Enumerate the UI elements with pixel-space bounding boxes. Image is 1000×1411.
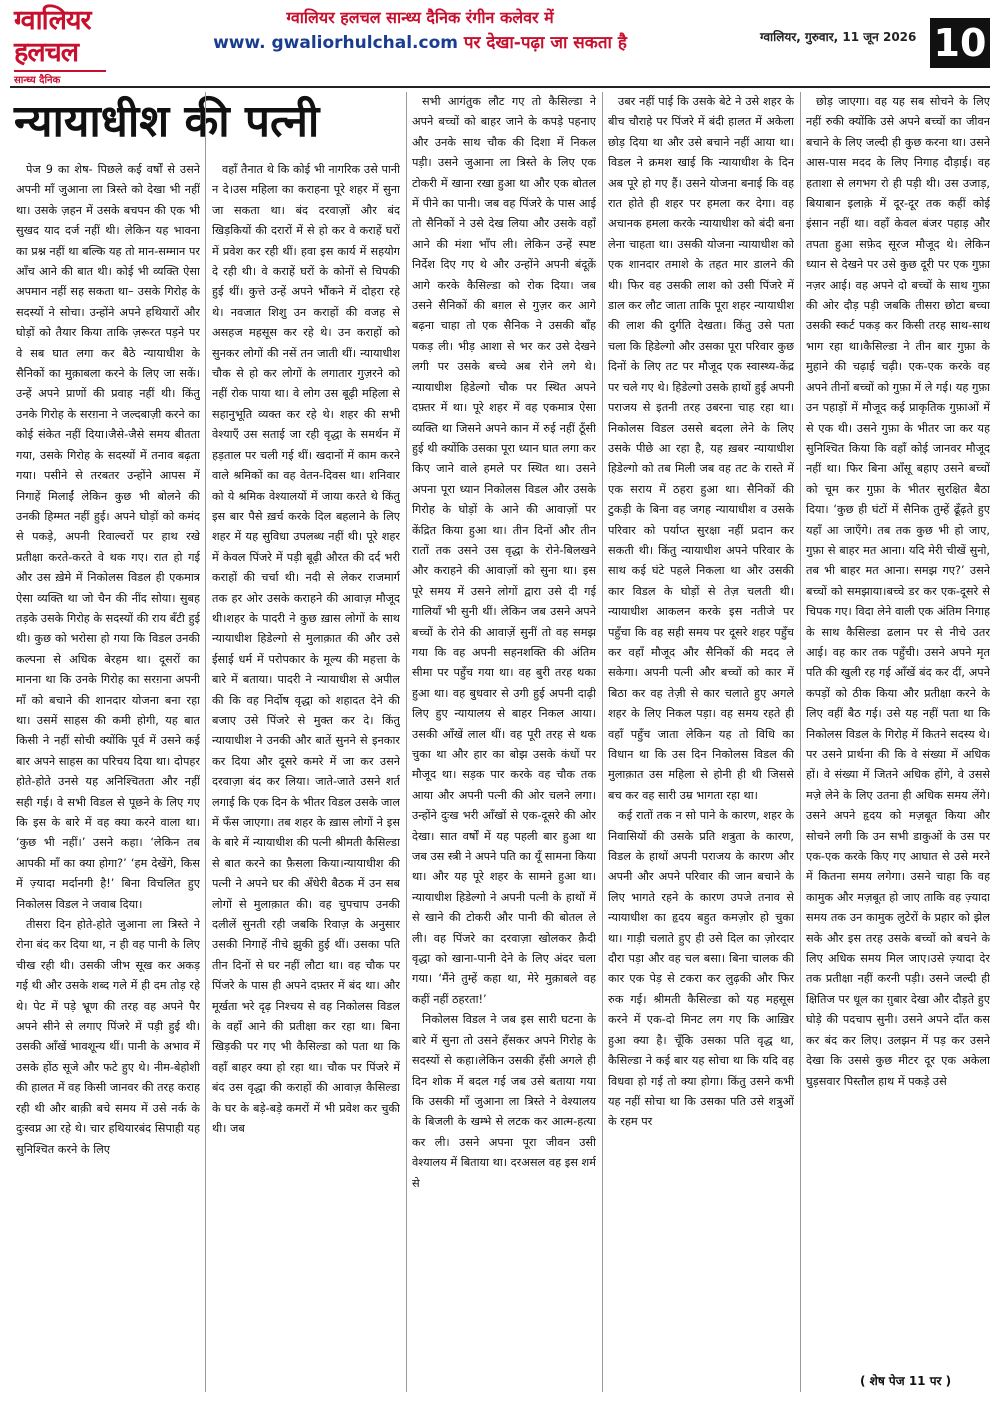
- tagline-line-2: [160, 32, 680, 54]
- tagline-line-1: ग्वालियर हलचल सान्ध्य दैनिक रंगीन कलेवर में: [286, 8, 554, 27]
- column-divider: [205, 92, 206, 1392]
- article-title: न्यायाधीश की पत्नी: [14, 96, 320, 147]
- masthead-tagline: [160, 8, 680, 54]
- paragraph: सभी आगंतुक लौट गए तो कैसिल्डा ने अपने बच्चों को बाहर जाने के कपड़े पहनाए और उनके साथ चौक की दिशा में निकल पड़ी। उसने जुआना ला त्रिस्ते के लिए एक टोकरी में खाना रखा हुआ था और एक बोतल में पीने का पानी। जब वह पिंजरे के पास आई तो सैनिकों ने उसे देख लिया और उसके वहाँ आने की मंशा भाँप ली। लेकिन उन्हें स्पष्ट निर्देश दिए गए थे और उन्होंने अपनी बंदूक़ें आगे करके कैसिल्डा को रोक दिया। जब उसने सैनिकों की बग़ल से गुज़र कर आगे बढ़ना चाहा तो एक सैनिक ने उसकी बाँह पकड़ ली। भीड़ आशा से भर कर उसे देखने लगी पर उसके बच्चे अब रोने लगे थे।न्यायाधीश हिडेल्गो चौक पर स्थित अपने दफ़्तर में था। पूरे शहर में वह एकमात्र ऐसा व्यक्ति था जिसने अपने कान में रुई नहीं ठूँसी हुई थी क्योंकि उसका पूरा ध्यान घात लगा कर किए जाने वाले हमले पर स्थित था। उसने अपना पूरा ध्यान निकोलस विडल और उसके गिरोह के घोड़ों के आने की आवाज़ों पर केंद्रित किया हुआ था। तीन दिनों और तीन रातों तक उसने उस वृद्धा के रोने-बिलखने और कराहने की आवाज़ों को सुना था। इस पूरे समय में उसने लोगों द्वारा उसे दी गई गालियाँ भी सुनी थीं। लेकिन जब उसने अपने बच्चों के रोने की आवाज़ें सुनीं तो वह समझ गया कि वह अपनी सहनशक्ति की अंतिम सीमा पर पहुँच गया था। वह बुरी तरह थका हुआ था। वह बुधवार से उगी हुई अपनी दाढ़ी लिए हुए न्यायालय से बाहर निकल आया। उसकी आँखें लाल थीं। वह पूरी तरह से थक चुका था और हार का बोझ उसके कंधों पर मौजूद था। सड़क पार करके वह चौक तक आया और अपनी पत्नी की ओर चलने लगा। उन्होंने दुःख भरी आँखों से एक-दूसरे की ओर देखा। सात वर्षों में यह पहली बार हुआ था जब उस स्त्री ने अपने पति का यूँ सामना किया था। और यह पूरे शहर के सामने हुआ था। न्यायाधीश हिडेल्गो ने अपनी पत्नी के हाथों में से खाने की टोकरी और पानी की बोतल ले ली। वह पिंजरे का दरवाज़ा खोलकर क़ैदी वृद्धा को खाना-पानी देने के लिए अंदर चला गया। ‘मैंने तुम्हें कहा था, मेरे मुक़ाबले वह कहीं नहीं ठहरता!’: [412, 95, 596, 1006]
- newspaper-logo[interactable]: [14, 5, 124, 86]
- column-divider: [602, 92, 603, 1392]
- paragraph: तीसरा दिन होते-होते जुआना ला त्रिस्ते ने रोना बंद कर दिया था, न ही वह पानी के लिए चीख रही थी। उसकी जीभ सूख कर अकड़ गई थी और उसके शब्द गले में ही दम तोड़ रहे थे। पेट में पड़े भ्रूण की तरह वह अपने पैर अपने सीने से लगाए पिंजरे में पड़ी हुई थी। उसकी आँखें भावशून्य थीं। पानी के अभाव में उसके होंठ सूजे और फटे हुए थे। नीम-बेहोशी की हालत में वह किसी जानवर की तरह कराह रही थी और बाक़ी बचे समय में उसे नर्क के दुःस्वप्न आ रहे थे। चार हथियारबंद सिपाही यह सुनिश्चित करने के लिए: [16, 918, 200, 1156]
- column-divider: [800, 92, 801, 1392]
- logo-line-3: सान्ध्य दैनिक: [14, 70, 106, 86]
- header-divider: [10, 86, 990, 88]
- article-column-2: [212, 160, 400, 1390]
- paragraph: पेज 9 का शेष- पिछले कई वर्षों से उसने अपनी माँ जुआना ला त्रिस्ते को देखा भी नहीं था। उसके ज़हन में उसके बचपन की एक भी सुखद याद दर्ज नहीं थी। लेकिन यह भावना का प्रश्न नहीं था बल्कि यह तो मान-सम्मान पर आँच आने की बात थी। कोई भी व्यक्ति ऐसा अपमान नहीं सह सकता था– उसके गिरोह के सदस्यों ने सोचा। उन्होंने अपने हथियारों और घोड़ों को तैयार किया ताकि ज़रूरत पड़ने पर वे सब घात लगा कर बैठे न्यायाधीश के सैनिकों का मुक़ाबला करने के लिए जा सकें। उन्हें अपने प्राणों की प्रवाह नहीं थी। किंतु उनके गिरोह के सरग़ना ने जल्दबाज़ी करने का कोई संकेत नहीं दिया।जैसे-जैसे समय बीतता गया, उसके गिरोह के सदस्यों में तनाव बढ़ता गया। पसीने से तरबतर उन्होंने आपस में निगाहें मिलाईं लेकिन कुछ भी बोलने की उनकी हिम्मत नहीं हुई। अपने घोड़ों को कमंद से पकड़े, अपनी रिवाल्वरों पर हाथ रखे प्रतीक्षा करते-करते वे थक गए। रात हो गई और उस ख़ेमे में निकोलस विडल ही एकमात्र ऐसा व्यक्ति था जो चैन की नींद सोया। सुबह तड़के उसके गिरोह के सदस्यों की राय बँटी हुई थी। कुछ को भरोसा हो गया कि विडल उनकी कल्पना से अधिक बेरहम था। दूसरों का मानना था कि उनके गिरोह का सरग़ना अपनी माँ को बचाने की शानदार योजना बना रहा था। उसमें साहस की कमी होगी, यह बात किसी ने नहीं सोची क्योंकि पूर्व में उसने कई बार अपने साहस का परिचय दिया था। दोपहर होते-होते उनसे यह अनिश्चितता और नहीं सही गई। वे सभी विडल से पूछने के लिए गए कि इस के बारे में वह क्या करने वाला था। ‘कुछ भी नहीं।’ उसने कहा। ‘लेकिन तब आपकी माँ का क्या होगा?’ ‘हम देखेंगे, किस में ज़्यादा मर्दानगी है!’ बिना विचलित हुए निकोलस विडल ने जवाब दिया।: [16, 163, 200, 911]
- logo-line-2: हलचल: [14, 37, 79, 68]
- continued-note: ( शेष पेज 11 पर ): [860, 1374, 952, 1388]
- paragraph: छोड़ जाएगा। वह यह सब सोचने के लिए नहीं रुकी क्योंकि उसे अपने बच्चों का जीवन बचाने के लिए जल्दी ही कुछ करना था। उसने आस-पास मदद के लिए निगाह दौड़ाई। वह हताशा से लगभग रो ही पड़ी थी। उस उजाड़, बियाबान इलाक़े में दूर-दूर तक कहीं कोई इंसान नहीं था। वहाँ केवल बंजर पहाड़ और तपता हुआ सफ़ेद सूरज मौजूद थे। लेकिन ध्यान से देखने पर उसे कुछ दूरी पर एक गुफ़ा नज़र आई। वह अपने दो बच्चों के साथ गुफ़ा की ओर दौड़ पड़ी जबकि तीसरा छोटा बच्चा उसकी स्कर्ट पकड़ कर किसी तरह साथ-साथ भाग रहा था।कैसिल्डा ने तीन बार गुफ़ा के मुहाने की चढ़ाई चढ़ी। एक-एक करके वह अपने तीनों बच्चों को गुफ़ा में ले गई। यह गुफ़ा उन पहाड़ों में मौजूद कई प्राकृतिक गुफ़ाओं में से एक थी। उसने गुफ़ा के भीतर जा कर यह सुनिश्चित किया कि वहाँ कोई जानवर मौजूद नहीं था। फिर बिना आँसू बहाए उसने बच्चों को चूम कर गुफ़ा के भीतर सुरक्षित बैठा दिया। ‘कुछ ही घंटों में सैनिक तुम्हें ढूँढ़ते हुए यहाँ आ जाएँगे। तब तक कुछ भी हो जाए, गुफ़ा से बाहर मत आना। यदि मेरी चीखें सुनो, तब भी बाहर मत आना। समझ गए?’ उसने बच्चों को समझाया।बच्चे डर कर एक-दूसरे से चिपक गए। विदा लेने वाली एक अंतिम निगाह के साथ कैसिल्डा ढलान पर से नीचे उतर आई। वह कार तक पहुँची। उसने अपने मृत पति की खुली रह गई आँखें बंद कर दीं, अपने कपड़ों को ठीक किया और प्रतीक्षा करने के लिए वहीं बैठ गई। उसे यह नहीं पता था कि निकोलस विडल के गिरोह में कितने सदस्य थे। पर उसने प्रार्थना की कि वे संख्या में अधिक हों। वे संख्या में जितने अधिक होंगे, वे उससे मज़े लेने के लिए उतना ही अधिक समय लेंगे। उसने अपने हृदय को मज़बूत किया और सोचने लगी कि उन सभी डाकुओं के उस पर एक-एक करके किए गए आघात से उसे मरने में कितना समय लगेगा। उसने चाहा कि वह कामुक और मज़बूत हो जाए ताकि वह ज़्यादा समय तक उन कामुक लुटेरों के प्रहार को झेल सके और इस तरह उसके बच्चों को बचने के लिए अधिक समय मिल जाए।उसे ज़्यादा देर तक प्रतीक्षा नहीं करनी पड़ी। उसने जल्दी ही क्षितिज पर धूल का ग़ुबार देखा और दौड़ते हुए घोड़े की पदचाप सुनी। उसने अपने दाँत कस कर बंद कर लिए। उलझन में पड़ कर उसने देखा कि उससे कुछ मीटर दूर एक अकेला घुड़सवार पिस्तौल हाथ में पकड़े उसे: [806, 95, 990, 1088]
- website-link[interactable]: www. gwaliorhulchal.com: [213, 33, 458, 53]
- logo-line-1: ग्वालियर: [14, 5, 91, 36]
- page-number: 10: [930, 18, 990, 68]
- article-column-3: [412, 92, 596, 1392]
- paragraph: कई रातों तक न सो पाने के कारण, शहर के निवासियों की उसके प्रति शत्रुता के कारण, विडल के हाथों अपनी पराजय के कारण और अपनी और अपने परिवार की जान बचाने के लिए भागते रहने के कारण उपजे तनाव से न्यायाधीश का हृदय बहुत कमज़ोर हो चुका था। गाड़ी चलाते हुए ही उसे दिल का ज़ोरदार दौरा पड़ा और वह चल बसा। बिना चालक की कार एक पेड़ से टकरा कर लुढ़की और फिर रुक गई। श्रीमती कैसिल्डा को यह महसूस करने में एक-दो मिनट लग गए कि आख़िर हुआ क्या है। चूँकि उसका पति वृद्ध था, कैसिल्डा ने कई बार यह सोचा था कि यदि वह विधवा हो गई तो क्या होगा। किंतु उसने कभी यह नहीं सोचा था कि उसका पति उसे शत्रुओं के रहम पर: [608, 809, 794, 1129]
- article-column-5: [806, 92, 990, 1362]
- tagline-rest: पर देखा-पढ़ा जा सकता है: [463, 33, 627, 53]
- paragraph: निकोलस विडल ने जब इस सारी घटना के बारे में सुना तो उसने हँसकर अपने गिरोह के सदस्यों से कहा।लेकिन उसकी हँसी अगले ही दिन शोक में बदल गई जब उसे बताया गया कि उसकी माँ जुआना ला त्रिस्ते ने वेश्यालय के बिजली के खम्भे से लटक कर आत्म-हत्या कर ली। उसने अपना पूरा जीवन उसी वेश्यालय में बिताया था। दरअसल वह इस शर्म से: [412, 1013, 596, 1190]
- paragraph: वहाँ तैनात थे कि कोई भी नागरिक उसे पानी न दे।उस महिला का कराहना पूरे शहर में सुना जा सकता था। बंद दरवाज़ों और बंद खिड़कियों की दरारों में से हो कर वे कराहें घरों में प्रवेश कर रही थीं। हवा इस कार्य में सहयोग दे रही थी। वे कराहें घरों के कोनों से चिपकी हुई थीं। कुत्ते उन्हें अपने भौंकने में दोहरा रहे थे। नवजात शिशु उन कराहों की वजह से असहज महसूस कर रहे थे। उन कराहों को सुनकर लोगों की नसें तन जाती थीं। न्यायाधीश चौक से हो कर लोगों के लगातार गुज़रने को नहीं रोक पाया था। वे लोग उस बूढ़ी महिला से सहानुभूति व्यक्त कर रहे थे। शहर की सभी वेश्याएँ उस सताई जा रही वृद्धा के समर्थन में हड़ताल पर चली गई थीं। खदानों में काम करने वाले श्रमिकों का वह वेतन-दिवस था। शनिवार को ये श्रमिक वेश्यालयों में जाया करते थे किंतु इस बार पैसे ख़र्च करके दिल बहलाने के लिए शहर में यह सुविधा उपलब्ध नहीं थी। पूरे शहर में केवल पिंजरे में पड़ी बूढ़ी औरत की दर्द भरी कराहों की चर्चा थी। नदी से लेकर राजमार्ग तक हर ओर उसके कराहने की आवाज़ मौजूद थी।शहर के पादरी ने कुछ ख़ास लोगों के साथ न्यायाधीश हिडेल्गो से मुलाक़ात की और उसे ईसाई धर्म में परोपकार के मूल्य की महत्ता के बारे में बताया। पादरी ने न्यायाधीश से अपील की कि वह निर्दोष वृद्धा को शहादत देने की बजाए उसे पिंजरे से मुक्त कर दे। किंतु न्यायाधीश ने उनकी और बातें सुनने से इनकार कर दिया और दूसरे कमरे में जा कर उसने दरवाज़ा बंद कर लिया। जाते-जाते उसने शर्त लगाई कि एक दिन के भीतर विडल उसके जाल में फँस जाएगा। तब शहर के ख़ास लोगों ने इस के बारे में न्यायाधीश की पत्नी श्रीमती कैसिल्डा से बात करने का फ़ैसला किया।न्यायाधीश की पत्नी ने अपने घर की अँधेरी बैठक में उन सब लोगों से मुलाक़ात की। वह चुपचाप उनकी दलीलें सुनती रही जबकि रिवाज़ के अनुसार उसकी निगाहें नीचे झुकी हुई थीं। उसका पति तीन दिनों से घर नहीं लौटा था। वह चौक पर पिंजरे के पास ही अपने दफ़्तर में बंद था। और मूर्खता भरे दृढ़ निश्चय से वह निकोलस विडल के वहाँ आने की प्रतीक्षा कर रहा था। बिना खिड़की पर गए भी कैसिल्डा को पता था कि वहाँ बाहर क्या हो रहा था। चौक पर पिंजरे में बंद उस वृद्धा की कराहों की आवाज़ कैसिल्डा के घर के बड़े-बड़े कमरों में भी प्रवेश कर चुकी थी। जब: [212, 163, 400, 1136]
- article-column-4: [608, 92, 794, 1392]
- column-divider: [406, 92, 407, 1392]
- article-column-1: [16, 160, 200, 1390]
- dateline: ग्वालियर, गुरुवार, 11 जून 2026: [760, 30, 917, 44]
- paragraph: उबर नहीं पाई कि उसके बेटे ने उसे शहर के बीच चौराहे पर पिंजरे में बंदी हालत में अकेला छोड़ दिया था और उसे बचाने नहीं आया था।विडल ने क्रमश खाई कि न्यायाधीश के दिन अब पूरे हो गए हैं। उसने योजना बनाई कि वह रात होते ही शहर पर हमला कर देगा। वह अचानक हमला करके न्यायाधीश को बंदी बना लेना चाहता था। उसकी योजना न्यायाधीश को एक शानदार तमाशे के तहत मार डालने की थी। फिर वह उसकी लाश को उसी पिंजरे में डाल कर लौट जाता ताकि पूरा शहर न्यायाधीश की लाश की दुर्गति देखता। किंतु उसे पता चला कि हिडेल्गो और उसका पूरा परिवार कुछ दिनों के लिए तट पर मौजूद एक स्वास्थ्य-केंद्र पर चले गए थे। हिडेल्गो उसके हाथों हुई अपनी पराजय से इतनी तरह उबरना चाह रहा था।निकोलस विडल उससे बदला लेने के लिए उसके पीछे आ रहा है, यह ख़बर न्यायाधीश हिडेल्गो को तब मिली जब वह तट के रास्ते में एक सराय में ठहरा हुआ था। सैनिकों की टुकड़ी के बिना वह जगह न्यायाधीश व उसके परिवार को पर्याप्त सुरक्षा नहीं प्रदान कर सकती थी। किंतु न्यायाधीश अपने परिवार के साथ कई घंटे पहले निकला था और उसकी कार विडल के घोड़ों से तेज़ चलती थी। न्यायाधीश आकलन करके इस नतीजे पर पहुँचा कि वह सही समय पर दूसरे शहर पहुँच कर वहाँ मौजूद और सैनिकों की मदद ले सकेगा। अपनी पत्नी और बच्चों को कार में बिठा कर वह तेज़ी से कार चलाते हुए अगले शहर के लिए निकल पड़ा। वह समय रहते ही वहाँ पहुँच जाता लेकिन यह तो विधि का विधान था कि उस दिन निकोलस विडल की मुलाक़ात उस महिला से होनी ही थी जिससे बच कर वह सारी उम्र भागता रहा था।: [608, 95, 794, 802]
- masthead: [0, 0, 1000, 84]
